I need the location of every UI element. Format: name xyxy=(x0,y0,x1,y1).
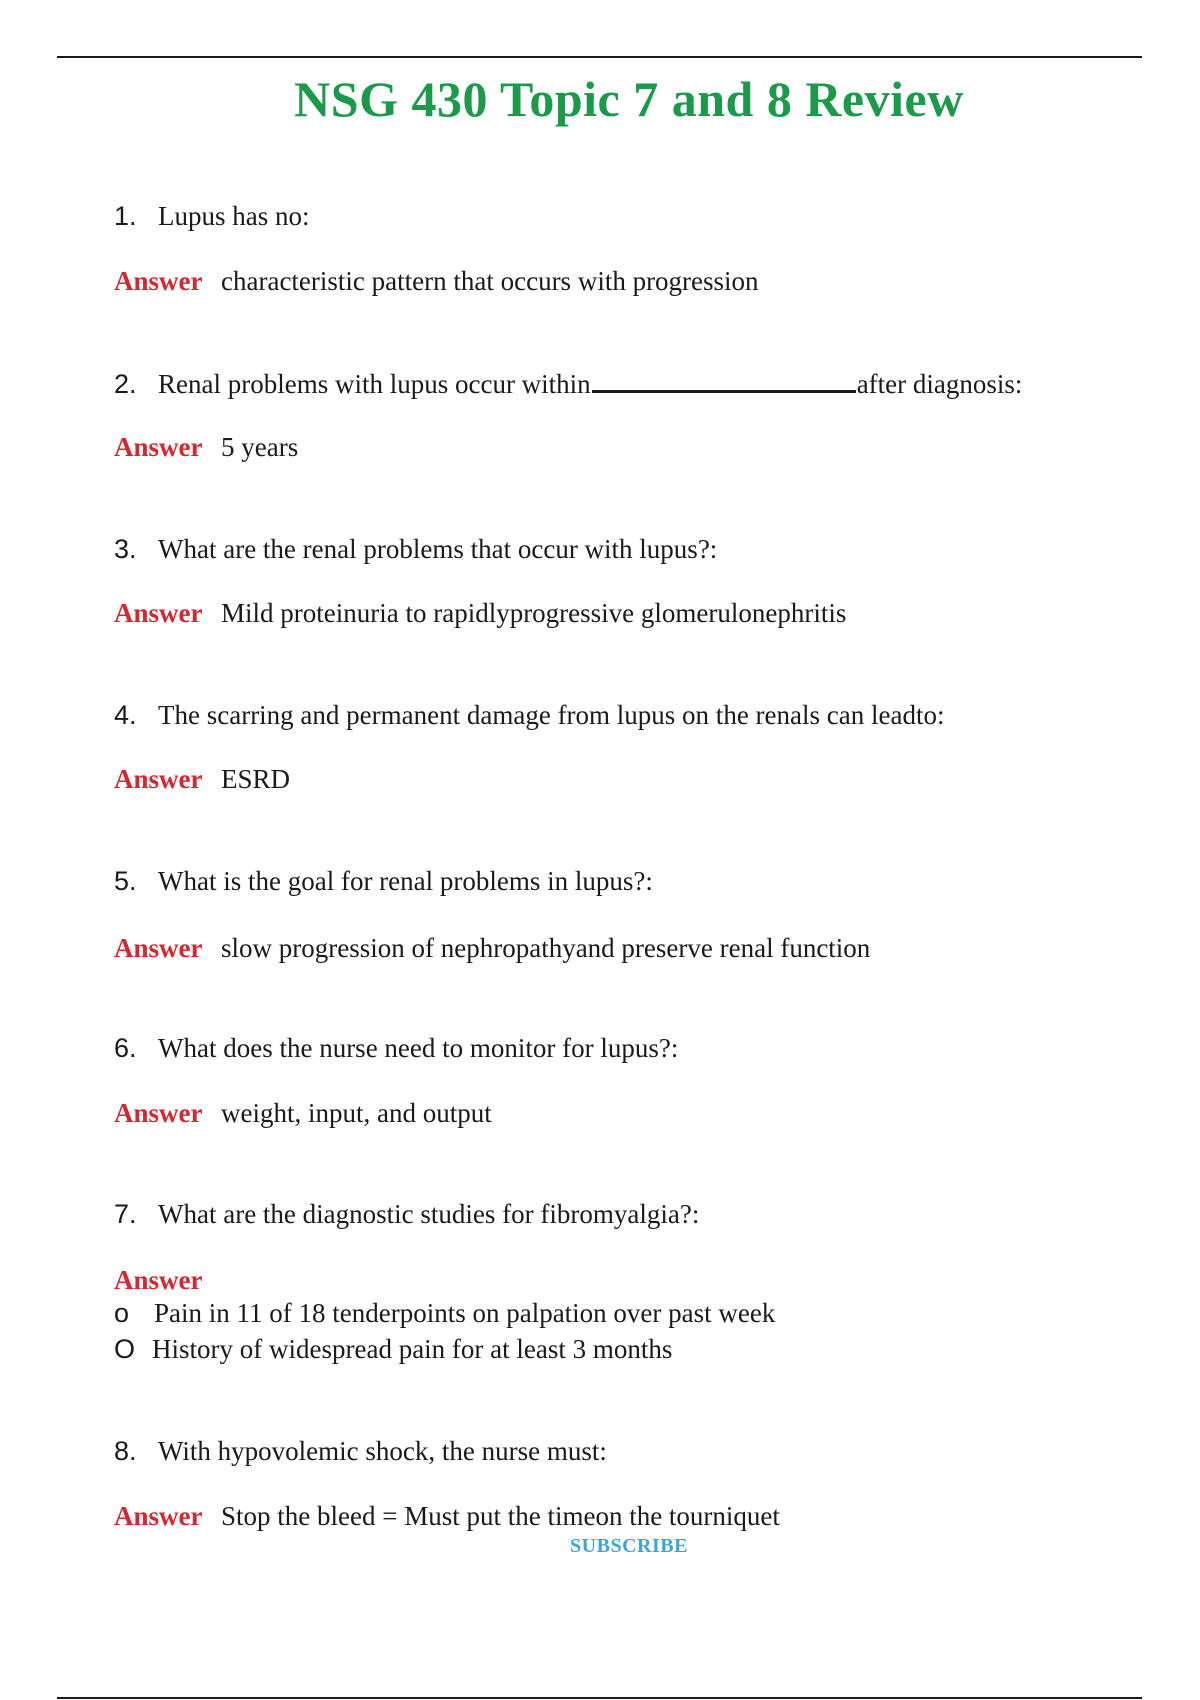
answer-label: Answer xyxy=(114,1501,203,1531)
answer-text: Mild proteinuria to rapidlyprogressive glomerulonephritis xyxy=(221,598,847,628)
question-text: Renal problems with lupus occur within xyxy=(158,369,591,399)
question-text: What is the goal for renal problems in lupus?: xyxy=(158,866,653,896)
answer-text: 5 years xyxy=(221,432,299,462)
top-rule xyxy=(57,56,1142,58)
answer-label: Answer xyxy=(114,432,203,462)
question-text: What does the nurse need to monitor for lupus?: xyxy=(158,1033,679,1063)
answer-bullet xyxy=(114,1297,775,1329)
question-number: 5. xyxy=(114,866,137,896)
answer-text: Stop the bleed = Must put the timeon the tourniquet xyxy=(221,1501,780,1531)
question-text: What are the renal problems that occur with lupus?: xyxy=(158,534,718,564)
answer-6 xyxy=(114,1097,492,1129)
answer-8 xyxy=(114,1500,780,1532)
answer-label: Answer xyxy=(114,1098,203,1128)
answer-label: Answer xyxy=(114,933,203,963)
question-number: 6. xyxy=(114,1033,137,1063)
answer-bullet xyxy=(114,1333,672,1365)
question-number: 4. xyxy=(114,700,137,730)
question-number: 7. xyxy=(114,1199,137,1229)
question-5 xyxy=(114,865,653,897)
question-4 xyxy=(114,699,944,731)
subscribe-link[interactable]: SUBSCRIBE xyxy=(570,1535,688,1557)
question-number: 1. xyxy=(114,201,137,231)
question-text: With hypovolemic shock, the nurse must: xyxy=(158,1436,607,1466)
question-1 xyxy=(114,200,310,232)
question-number: 8. xyxy=(114,1436,137,1466)
question-text-after: after diagnosis: xyxy=(856,369,1023,399)
answer-7 xyxy=(114,1264,221,1296)
answer-4 xyxy=(114,763,290,795)
answer-3 xyxy=(114,597,846,629)
question-text: The scarring and permanent damage from lupus on the renals can leadto: xyxy=(158,700,945,730)
question-8 xyxy=(114,1435,607,1467)
bullet-text: History of widespread pain for at least 3 months xyxy=(152,1334,673,1364)
bullet-text: Pain in 11 of 18 tenderpoints on palpation over past week xyxy=(154,1298,776,1328)
answer-text: ESRD xyxy=(221,764,291,794)
bullet-icon: o xyxy=(114,1298,130,1328)
question-text: Lupus has no: xyxy=(158,201,310,231)
question-text: What are the diagnostic studies for fibromyalgia?: xyxy=(158,1199,700,1229)
page-title: NSG 430 Topic 7 and 8 Review xyxy=(294,71,964,127)
answer-label: Answer xyxy=(114,764,203,794)
bottom-rule xyxy=(57,1697,1142,1699)
question-number: 2. xyxy=(114,369,137,399)
answer-label: Answer xyxy=(114,266,203,296)
question-number: 3. xyxy=(114,534,137,564)
answer-5 xyxy=(114,932,870,964)
answer-text: slow progression of nephropathyand preserve renal function xyxy=(221,933,871,963)
bullet-icon: O xyxy=(114,1334,136,1364)
question-6 xyxy=(114,1032,678,1064)
answer-2 xyxy=(114,431,298,463)
answer-label: Answer xyxy=(114,1265,203,1295)
answer-label: Answer xyxy=(114,598,203,628)
answer-1 xyxy=(114,265,759,297)
answer-text: weight, input, and output xyxy=(221,1098,492,1128)
question-2 xyxy=(114,366,1022,400)
fill-in-blank xyxy=(592,366,856,393)
question-3 xyxy=(114,533,717,565)
answer-text: characteristic pattern that occurs with progression xyxy=(221,266,759,296)
question-7 xyxy=(114,1198,699,1230)
